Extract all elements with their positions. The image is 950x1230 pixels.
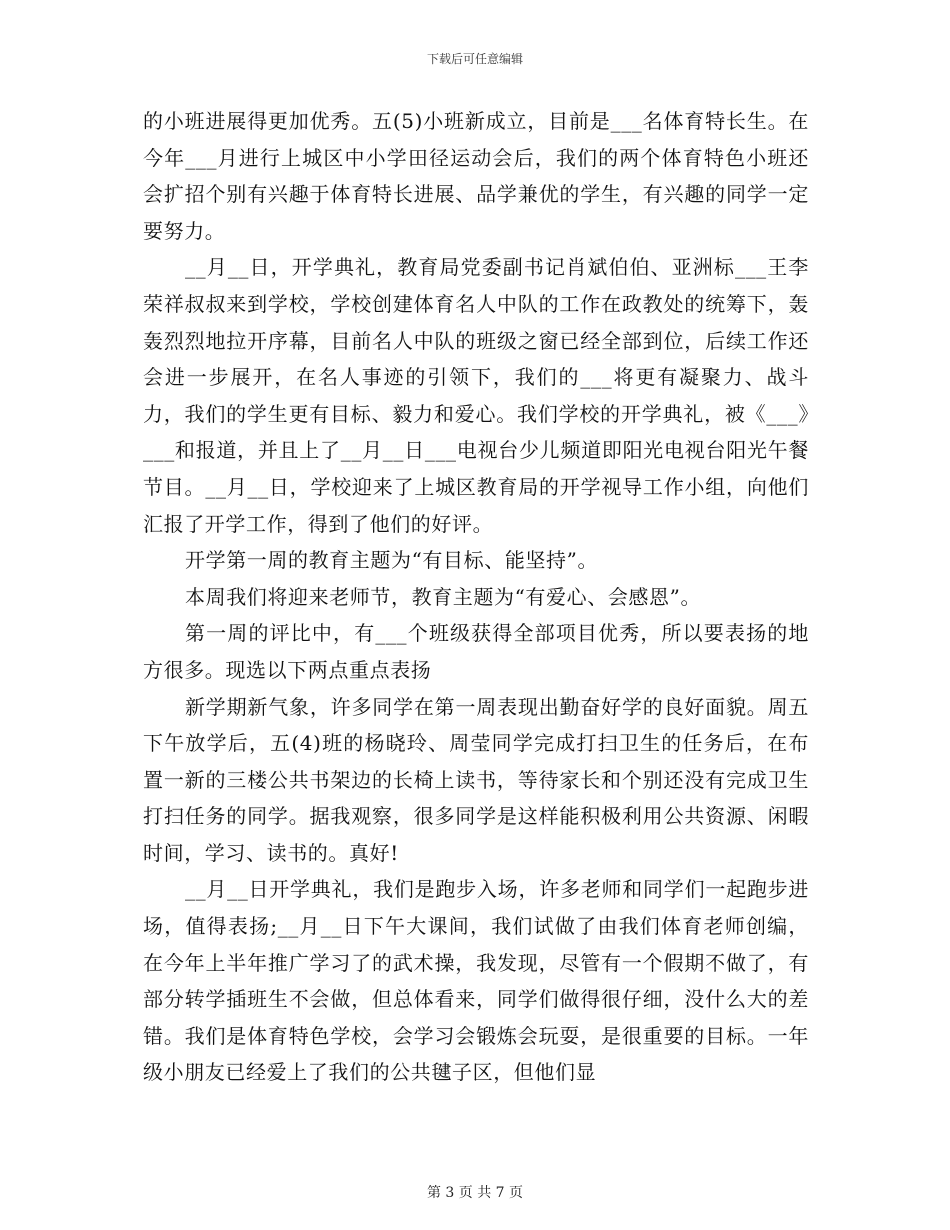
document-body xyxy=(143,103,809,1091)
paragraph-week1-theme: 开学第一周的教育主题为“有目标、能坚持”。 xyxy=(185,548,599,573)
paragraph-continuation: 的小班进展得更加优秀。五(5)小班新成立，目前是___名体育特长生。在今年___月进行上城区中小学田径运动会后，我们的两个体育特色小班还会扩招个别有兴趣于体育特长进展、品学兼优的学生，有兴趣的同学一定要努力。 xyxy=(143,109,809,243)
paragraph-opening-ceremony: __月__日，开学典礼，教育局党委副书记肖斌伯伯、亚洲标___王李荣祥叔叔来到学校，学校创建体育名人中队的工作在政教处的统筹下，轰轰烈烈地拉开序幕，目前名人中队的班级之窗已经全部到位，后续工作还会进一步展开，在名人事迹的引领下，我们的___将更有凝聚力、战斗力，我们的学生更有目标、毅力和爱心。我们学校的开学典礼，被《___》___和报道，并且上了__月__日___电视台少儿频道即阳光电视台阳光午餐节目。__月__日，学校迎来了上城区教育局的开学视导工作小组，向他们汇报了开学工作，得到了他们的好评。 xyxy=(143,255,809,536)
paragraph-praise-exercise: __月__日开学典礼，我们是跑步入场，许多老师和同学们一起跑步进场，值得表扬;__月__日下午大课间，我们试做了由我们体育老师创编，在今年上半年推广学习了的武术操，我发现，尽管有一个假期不做了，有部分转学插班生不会做，但总体看来，同学们做得很仔细，没什么大的差错。我们是体育特色学校，会学习会锻炼会玩耍，是很重要的目标。一年级小朋友已经爱上了我们的公共毽子区，但他们显 xyxy=(143,877,809,1085)
paragraph-evaluation: 第一周的评比中，有___个班级获得全部项目优秀，所以要表扬的地方很多。现选以下两点重点表扬 xyxy=(143,621,809,682)
page-header: 下载后可任意编辑 xyxy=(426,52,523,66)
paragraph-praise-reading: 新学期新气象，许多同学在第一周表现出勤奋好学的良好面貌。周五下午放学后，五(4)班的杨晓玲、周莹同学完成打扫卫生的任务后，在布置一新的三楼公共书架边的长椅上读书，等待家长和个别还没有完成卫生打扫任务的同学。据我观察，很多同学是这样能积极利用公共资源、闲暇时间，学习、读书的。真好! xyxy=(143,694,809,865)
page-footer: 第 3 页 共 7 页 xyxy=(426,1185,524,1201)
paragraph-this-week-theme: 本周我们将迎来老师节，教育主题为“有爱心、会感恩”。 xyxy=(185,584,702,609)
